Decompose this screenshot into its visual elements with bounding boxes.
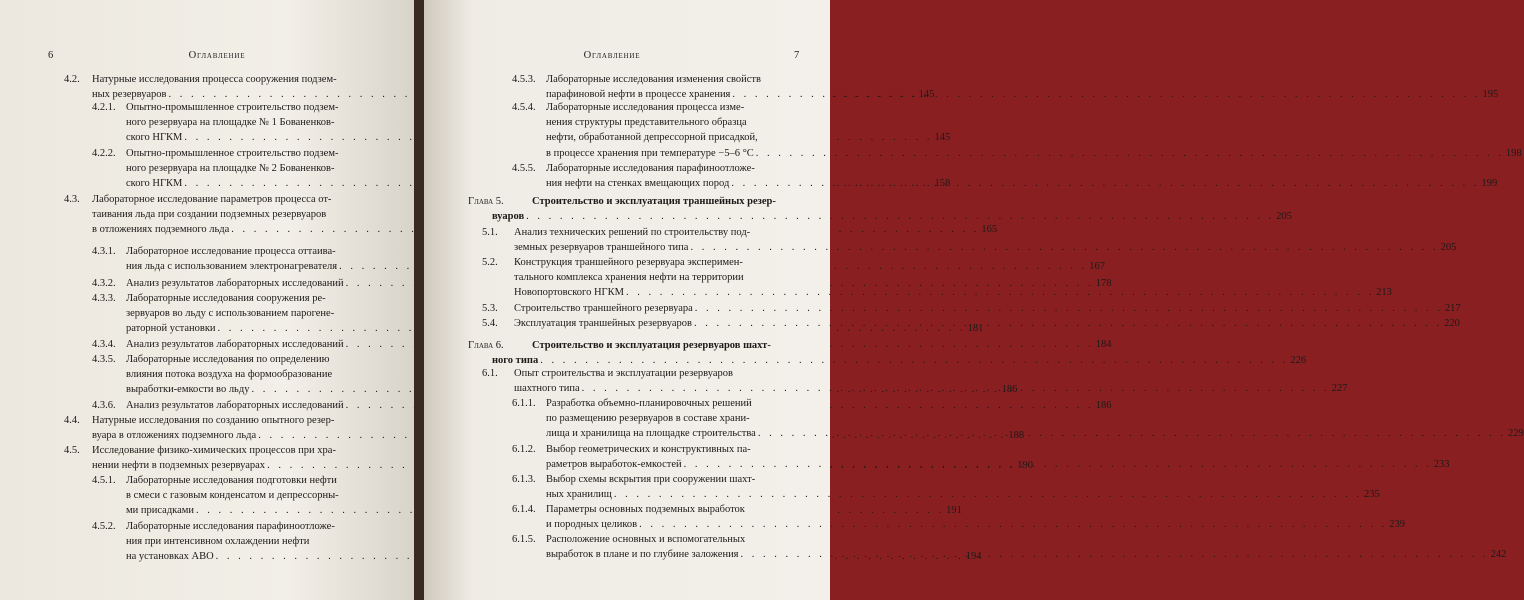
dot-leader (756, 428, 1508, 442)
entry-title-line (126, 146, 386, 161)
section-number: 6.1.4. (512, 504, 536, 515)
page-ref: 198 (1505, 147, 1522, 159)
left-page-number: 6 (48, 50, 55, 61)
entry-title-text: Лабораторные исследования по определению (126, 354, 330, 365)
entry-title-line (546, 130, 802, 145)
entry-title-text: Лабораторное исследование процесса оттаива- (126, 246, 336, 257)
entry-title-text: Лабораторные исследования парафиноотложе- (126, 521, 335, 532)
section-number: 6.1. (482, 368, 498, 379)
section-number: 4.3.5. (92, 354, 116, 365)
section-number: 4.3.3. (92, 293, 116, 304)
page-ref: 205 (1440, 242, 1457, 254)
section-number: 4.5.4. (512, 102, 536, 113)
entry-title-line (546, 442, 802, 457)
entry-title-text: влияния потока воздуха на формообразование (126, 369, 333, 381)
dot-leader (524, 211, 1276, 222)
page-ref: 184 (1095, 339, 1112, 350)
entry-title-line (126, 244, 386, 259)
chapter-label: Глава 6. (468, 340, 504, 351)
page-ref: 188 (1008, 430, 1025, 442)
section-number: 4.3.1. (92, 246, 116, 257)
entry-title-line (126, 534, 386, 549)
right-running-title: Оглавление (583, 50, 641, 61)
entry-title-line (546, 487, 1380, 502)
entry-title-text: Лабораторные исследования сооружения ре- (126, 293, 326, 304)
entry-title-line (546, 411, 802, 426)
right-page-header (424, 50, 830, 64)
page-ref: 178 (1095, 278, 1112, 289)
section-number: 5.1. (482, 227, 498, 238)
entry-title-line (126, 473, 386, 488)
entry-title-line (546, 472, 802, 487)
entry-title-line (532, 338, 802, 353)
page-ref: 190 (1017, 460, 1033, 472)
entry-title-text: Конструкция траншейного резервуара эксперимен- (514, 257, 743, 268)
section-number: 4.2. (64, 74, 80, 85)
entry-title-line (546, 115, 802, 130)
page-ref: 229 (1507, 428, 1524, 440)
entry-title-line (126, 352, 386, 367)
entry-title-line (92, 192, 386, 207)
chapter-label: Глава 5. (468, 196, 504, 207)
entry-title-text: ния нефти на стенках вмещающих пород (546, 178, 730, 190)
entry-title-text: тального комплекса хранения нефти на территории (514, 272, 744, 284)
entry-title-line (546, 72, 802, 87)
entry-title-line (126, 367, 386, 382)
entry-title-text: Параметры основных подземных выработок (546, 504, 745, 515)
section-number: 4.3. (64, 194, 80, 205)
page-ref: 239 (1389, 519, 1405, 531)
entry-title-text: по размещению резервуаров в составе храни- (546, 413, 750, 425)
entry-title-text: Лабораторное исследование параметров процесса от- (92, 194, 332, 205)
section-number: 5.2. (482, 257, 498, 268)
entry-title-text: Натурные исследования процесса сооружения подзем- (92, 74, 337, 85)
entry-title-line (126, 488, 386, 503)
entry-title-line (514, 225, 802, 240)
section-number: 4.3.6. (92, 400, 116, 411)
section-number: 5.4. (482, 318, 498, 329)
entry-title-text: лища и хранилища на площадке строительства (546, 428, 756, 440)
entry-title-line (92, 72, 386, 87)
dot-leader (692, 318, 1444, 329)
entry-title-text: ния при интенсивном охлаждении нефти (126, 536, 310, 548)
entry-title-text: вуаров (492, 211, 525, 223)
entry-title-line (546, 396, 802, 411)
entry-title-text: Лабораторные исследования подготовки нефти (126, 475, 337, 486)
entry-title-text: Лабораторные исследования парафиноотложе- (546, 163, 755, 174)
page-ref: 186 (1001, 384, 1018, 396)
entry-title (546, 472, 1380, 502)
entry-title-text: Выбор схемы вскрытия при сооружении шахт- (546, 474, 756, 485)
entry-title (514, 301, 1461, 316)
entry-title-text: Опыт строительства и эксплуатации резервуаров (514, 368, 733, 379)
dot-leader (693, 303, 1445, 314)
entry-title-line (514, 255, 802, 270)
page-ref: 191 (946, 505, 962, 517)
entry-title-text: ми присадками (126, 505, 195, 517)
entry-title-line (546, 517, 1405, 532)
entry-title-text: ного типа (492, 355, 539, 367)
page-ref: 158 (934, 178, 951, 190)
page-ref: 165 (981, 224, 998, 236)
entry-title-line (546, 532, 802, 547)
entry-title-text: ного резервуара на площадке № 1 Бованенков- (126, 117, 335, 129)
entry-title-text: шахтного типа (514, 383, 580, 395)
entry-title-text: ского НГКМ (126, 178, 183, 190)
section-number: 4.2.1. (92, 102, 116, 113)
entry-title-text: Исследование физико-химических процессов при хра- (92, 445, 336, 456)
entry-title-line (532, 194, 802, 209)
section-number: 4.5.1. (92, 475, 116, 486)
section-number: 6.1.2. (512, 444, 536, 455)
entry-title-line (92, 207, 386, 222)
section-number: 6.1.1. (512, 398, 536, 409)
entry-title-line (126, 291, 386, 306)
page-ref: 199 (1481, 178, 1498, 190)
entry-title-text: Лабораторные исследования процесса изме- (546, 102, 745, 113)
section-number: 4.5.2. (92, 521, 116, 532)
page-ref: 186 (1095, 400, 1112, 411)
dot-leader (624, 287, 1376, 298)
entry-title-text: ного резервуара на площадке № 2 Бованенков- (126, 163, 335, 175)
entry-title-text: ния льда с использованием электронагревателя (126, 261, 338, 273)
section-number: 5.3. (482, 303, 498, 314)
entry-title-text: таивания льда при создании подземных резервуаров (92, 209, 327, 221)
page-ref: 217 (1444, 303, 1461, 314)
dot-leader (729, 178, 1481, 189)
dot-leader (612, 489, 1364, 500)
entry-title-line (126, 115, 386, 130)
section-number: 6.1.5. (512, 534, 536, 545)
entry-title-text: на установках АВО (126, 551, 214, 563)
page-ref: 227 (1331, 383, 1348, 395)
section-number: 6.1.3. (512, 474, 536, 485)
page-ref: 242 (1490, 549, 1507, 561)
entry-title-text: Эксплуатация траншейных резервуаров (514, 318, 692, 329)
entry-title-line (126, 519, 386, 534)
entry-title-text: Разработка объемно-планировочных решений (546, 398, 752, 409)
entry-title-text: Строительство и эксплуатация резервуаров шахт- (532, 340, 771, 351)
dot-leader (580, 383, 1332, 394)
entry-title-line (546, 100, 802, 115)
entry-title-text: ных резервуаров (92, 89, 167, 101)
entry-title-text: в смеси с газовым конденсатом и депрессорны- (126, 490, 339, 502)
entry-title-text: зервуаров во льду с использованием парогене- (126, 308, 335, 320)
entry-title-text: нения структуры представительного образца (546, 117, 747, 129)
page-ref: 145 (918, 89, 935, 101)
section-number: 4.5. (64, 445, 80, 456)
entry-title-text: нении нефти в подземных резервуарах (92, 460, 266, 472)
section-number: 4.3.4. (92, 339, 116, 350)
entry-title-line (514, 301, 1461, 316)
section-number: 4.5.5. (512, 163, 536, 174)
right-page-number: 7 (794, 50, 801, 61)
entry-title-line (514, 366, 802, 381)
section-number: 4.5.3. (512, 74, 536, 85)
entry-title-text: нефти, обработанной депрессорной присадкой, (546, 132, 758, 144)
dot-leader (682, 459, 1434, 470)
entry-title-line (126, 306, 386, 321)
book-gutter (414, 0, 424, 600)
entry-title-text: Опытно-промышленное строительство подзем- (126, 102, 339, 113)
section-number: 4.3.2. (92, 278, 116, 289)
left-running-title: Оглавление (188, 50, 246, 61)
entry-title-line (546, 502, 802, 517)
entry-title-text: в отложениях подземного льда (92, 224, 230, 236)
entry-title-text: Строительство и эксплуатация траншейных резер- (532, 196, 776, 207)
entry-title-text: Расположение основных и вспомогательных (546, 534, 746, 545)
page-ref: 235 (1364, 489, 1380, 501)
entry-title-text: ных хранилищ (546, 489, 612, 501)
entry-title-text: парафиновой нефти в процессе хранения (546, 89, 731, 101)
entry-title-text: Анализ результатов лабораторных исследований (126, 339, 344, 350)
entry-title-text: раторной установки (126, 323, 216, 335)
entry-title-text: Выбор геометрических и конструктивных па- (546, 444, 751, 455)
entry-title-text: земных резервуаров траншейного типа (514, 242, 689, 254)
page-ref: 145 (934, 132, 951, 144)
page-ref: 195 (1482, 89, 1499, 101)
entry-title-line (126, 100, 386, 115)
entry-title-text: Опытно-промышленное строительство подзем- (126, 148, 339, 159)
dot-leader (538, 355, 1290, 366)
entry-title-text: Строительство траншейного резервуара (514, 303, 693, 314)
entry-title-line (492, 209, 1293, 224)
entry-title-text: Анализ результатов лабораторных исследований (126, 278, 344, 289)
dot-leader (754, 148, 1506, 159)
section-number: 4.4. (64, 415, 80, 426)
entry-title-text: выработки-емкости во льду (126, 384, 250, 396)
page-ref: 194 (965, 551, 982, 563)
entry-title-line (546, 161, 802, 176)
entry-title-text: вуара в отложениях подземного льда (92, 430, 257, 442)
dot-leader (637, 519, 1389, 530)
entry-title-line (514, 285, 1392, 300)
page-ref: 233 (1433, 459, 1450, 471)
entry-title-text: Новопортовского НГКМ (514, 287, 624, 299)
entry-title-text: ского НГКМ (126, 132, 183, 144)
entry-title-line (92, 443, 386, 458)
toc-entry (512, 472, 1380, 502)
entry-title-text: Анализ технических решений по строительству под- (514, 227, 751, 238)
left-page-header (0, 50, 414, 64)
entry-title-text: и породных целиков (546, 519, 638, 531)
entry-title-line (126, 161, 386, 176)
page-ref: 205 (1276, 211, 1293, 223)
entry-title-line (514, 240, 1457, 255)
entry-title-text: в процессе хранения при температуре −5–6 °С (546, 147, 754, 159)
entry-title-line (514, 270, 802, 285)
entry-title-text: Лабораторные исследования изменения свойств (546, 74, 761, 85)
toc-chapter-entry (468, 194, 1293, 224)
toc-entry (482, 301, 1461, 316)
dot-leader (688, 242, 1440, 253)
entry-title-line (546, 146, 1522, 161)
dot-leader (739, 549, 1491, 563)
page-ref: 167 (1089, 261, 1105, 273)
entry-title-line (92, 413, 386, 428)
page-ref: 226 (1290, 355, 1307, 367)
section-number: 4.2.2. (92, 148, 116, 159)
entry-title-text: Натурные исследования по созданию опытного резер- (92, 415, 335, 426)
entry-title-text: Анализ результатов лабораторных исследований (126, 400, 344, 411)
page-ref: 181 (967, 323, 984, 335)
dot-leader (730, 89, 1482, 100)
page-ref: 213 (1376, 287, 1392, 299)
page-ref: 220 (1444, 318, 1460, 329)
entry-title-text: раметров выработок-емкостей (546, 459, 682, 471)
entry-title-text: выработок в плане и по глубине заложения (546, 549, 739, 561)
entry-title (492, 194, 1293, 224)
